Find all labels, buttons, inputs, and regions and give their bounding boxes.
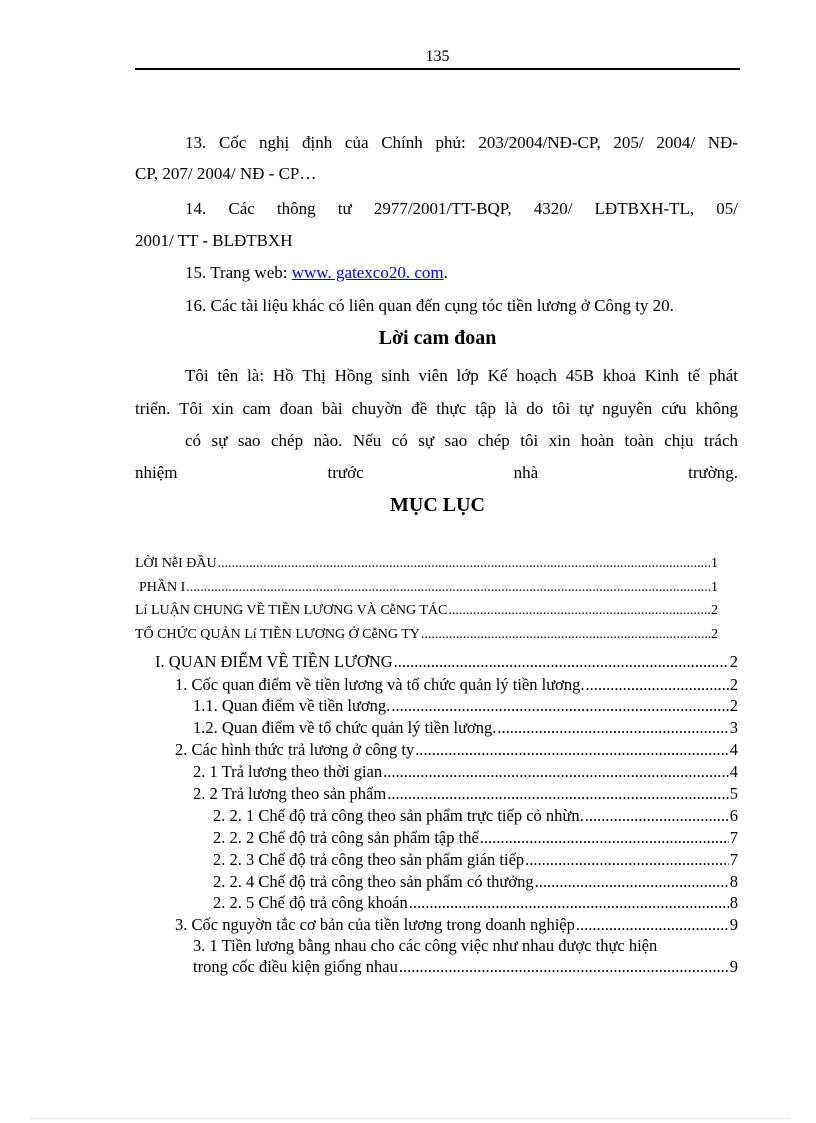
toc-entry-label: PHẦN I	[139, 580, 186, 595]
toc-entry-page: 8	[729, 893, 738, 912]
toc-entry-page: 7	[729, 828, 738, 847]
toc-entry-label: 3. 1 Tiền lương bằng nhau cho các công việc như nhau được thực hiện	[193, 936, 658, 955]
reference-15-suffix: .	[443, 263, 448, 282]
toc-entry-label: trong cốc điều kiện giống nhau	[193, 957, 398, 976]
toc-entry[interactable]	[213, 872, 738, 892]
toc-entry-page: 2	[711, 627, 718, 642]
reference-15	[185, 263, 738, 283]
toc-entry-label: 1.2. Quan điểm về tổ chức quản lý tiền lương.	[193, 718, 497, 737]
toc-entry-page: 6	[729, 806, 738, 825]
declaration-line3: có sự sao chép nào. Nếu có sự sao chép tôi xin hoàn toàn chịu trách	[185, 431, 738, 450]
toc-entry-page: 7	[729, 850, 738, 869]
toc-entry-label: 1. Cốc quan điểm về tiền lương và tổ chức quản lý tiền lương.	[175, 675, 585, 694]
reference-15-prefix: 15. Trang web:	[185, 263, 292, 282]
toc-entry[interactable]	[193, 936, 738, 956]
toc-entry-page: 2	[729, 696, 738, 715]
declaration-line4	[135, 463, 738, 483]
page-number: 135	[135, 46, 740, 70]
declaration-word-4: trường.	[688, 463, 738, 482]
toc-entry-page: 4	[729, 740, 738, 759]
toc-entry-page: 1	[711, 556, 718, 571]
declaration-word-2: trước	[327, 463, 364, 482]
toc-entry[interactable]	[135, 603, 718, 619]
toc-entry[interactable]	[213, 850, 738, 870]
toc-entry-label: 2. 2. 3 Chế độ trả công theo sản phẩm gián tiếp	[213, 850, 525, 869]
toc-entry-label: TỔ CHỨC QUẢN Lí TIỀN LƯƠNG Ở CễNG TY	[135, 627, 420, 642]
toc-entry-page: 1	[711, 580, 718, 595]
website-link[interactable]: www. gatexco20. com	[291, 263, 444, 282]
toc-entry[interactable]	[193, 718, 738, 738]
toc-entry[interactable]	[135, 556, 718, 572]
toc-entry-label: Lí LUẬN CHUNG VỀ TIỀN LƯƠNG VÀ CễNG TÁC	[135, 603, 448, 618]
declaration-word-1: nhiệm	[135, 463, 178, 482]
page-bottom-divider	[30, 1118, 790, 1119]
toc-entry-label: 2. 2. 1 Chế độ trả công theo sản phẩm trực tiếp cỏ nhừn.	[213, 806, 584, 825]
toc-entry-label: I. QUAN ĐIỂM VỀ TIỀN LƯƠNG	[155, 652, 393, 671]
toc-entry-label: 2. 2. 5 Chế độ trả công khoán	[213, 893, 408, 912]
toc-title: MỤC LỤC	[390, 494, 485, 516]
toc-entry[interactable]	[139, 580, 718, 596]
toc-entry[interactable]	[193, 696, 738, 716]
declaration-title: Lời cam đoan	[378, 327, 497, 349]
toc-entry[interactable]	[175, 675, 738, 695]
toc-entry-page: 3	[729, 718, 738, 737]
toc-entry-label: 2. 2. 4 Chế độ trả công theo sản phẩm có thưởng	[213, 872, 534, 891]
toc-entry[interactable]	[175, 915, 738, 935]
toc-entry-label: 2. 2. 2 Chế độ trả công sản phẩm tập thể	[213, 828, 479, 847]
reference-14-line1: 14. Các thông tư 2977/2001/TT-BQP, 4320/ LĐTBXH-TL, 05/	[185, 199, 738, 218]
reference-13-line2: CP, 207/ 2004/ NĐ - CP…	[135, 164, 317, 183]
declaration-line2: triển. Tôi xin cam đoan bài chuyờn đề thực tập là do tôi tự nguyên cứu không	[135, 399, 738, 418]
toc-entry-label: 2. Các hình thức trả lương ở công ty	[175, 740, 415, 759]
toc-entry-label: 1.1. Quan điểm về tiền lương.	[193, 696, 391, 715]
toc-entry[interactable]	[213, 828, 738, 848]
toc-entry-page: 9	[729, 915, 738, 934]
toc-entry[interactable]	[193, 762, 738, 782]
toc-entry[interactable]	[135, 627, 718, 643]
toc-entry-page: 2	[729, 675, 738, 694]
toc-entry-label: 3. Cốc nguyờn tắc cơ bản của tiền lương trong doanh nghiệp	[175, 915, 575, 934]
toc-entry[interactable]	[155, 652, 738, 672]
toc-entry-page: 8	[729, 872, 738, 891]
toc-entry[interactable]	[213, 806, 738, 826]
toc-entry[interactable]	[175, 740, 738, 760]
reference-16: 16. Các tài liệu khác có liên quan đến cụng tóc tiền lương ở Công ty 20.	[185, 296, 674, 315]
toc-entry-page: 9	[729, 957, 738, 976]
reference-13-line1: 13. Cốc nghị định của Chính phủ: 203/2004/NĐ-CP, 205/ 2004/ NĐ-	[185, 133, 738, 152]
toc-entry[interactable]	[193, 784, 738, 804]
reference-14-line2: 2001/ TT - BLĐTBXH	[135, 231, 293, 250]
toc-entry-page: 4	[729, 762, 738, 781]
toc-entry-page: 2	[711, 603, 718, 618]
declaration-word-3: nhà	[513, 463, 539, 482]
declaration-line1: Tôi tên là: Hồ Thị Hồng sinh viên lớp Kế hoạch 45B khoa Kinh tế phát	[185, 366, 738, 385]
toc-entry-label: 2. 2 Trả lương theo sản phẩm	[193, 784, 387, 803]
toc-entry[interactable]	[193, 957, 738, 977]
toc-entry-page: 5	[729, 784, 738, 803]
toc-entry[interactable]	[213, 893, 738, 913]
toc-entry-label: 2. 1 Trả lương theo thời gian	[193, 762, 383, 781]
toc-entry-label: LỜI NễI ĐẦU	[135, 556, 217, 571]
toc-entry-page: 2	[729, 652, 738, 671]
